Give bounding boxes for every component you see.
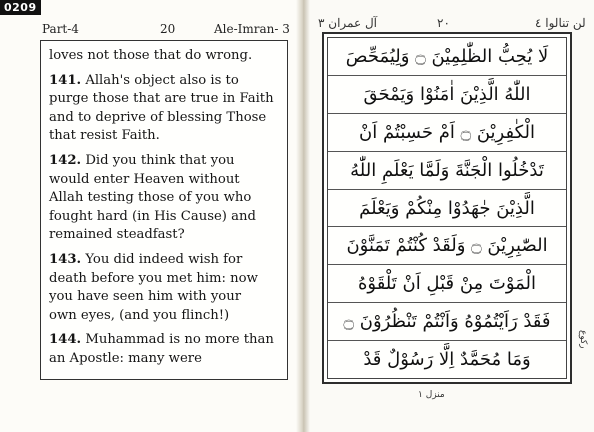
arabic-line: الَّذِيْنَ جٰهَدُوْا مِنْكُمْ وَيَعْلَمَ [328,190,566,228]
text-line-part: Did you think that you [81,152,235,168]
text-line: and to deprive of blessing Those [49,109,267,125]
arabic-lines-container [327,37,567,379]
text-line: fought hard (in His Cause) and [49,208,256,224]
left-page-number: 20 [160,22,176,36]
margin-manzil-mark: منزل ١ [418,390,445,400]
text-line: an Apostle: many were [49,350,202,366]
text-line: would enter Heaven without [49,171,240,187]
left-header-part: Part-4 [42,22,79,36]
arabic-text-frame [322,32,572,384]
arabic-line: الصّٰبِرِيْنَ ۝ وَلَقَدْ كُنْتُمْ تَمَنَّوْنَ [328,227,566,265]
text-line: that resist Faith. [49,128,160,144]
text-line: you have seen him with your [49,289,242,305]
arabic-line: الْكٰفِرِيْنَ ۝ اَمْ حَسِبْتُمْ اَنْ [328,114,566,152]
text-line [49,331,279,350]
arabic-line: تَدْخُلُوا الْجَنَّةَ وَلَمَّا يَعْلَمِ اللّٰهُ [328,152,566,190]
right-page-number: ٢٠ [437,16,450,30]
verse-number: 142. [49,152,82,168]
book-gutter [296,0,310,432]
arabic-line: فَقَدْ رَاَيْتُمُوْهُ وَاَنْتُمْ تَنْظُرُوْنَ ۝ [328,303,566,341]
verse-number: 143. [49,251,82,267]
paragraph-verse-144 [49,331,279,368]
scan-id-label: 0209 [0,0,41,15]
text-line [49,152,279,171]
paragraph-verse-142 [49,152,279,245]
text-line [49,251,279,270]
text-line: own eyes, (and you flinch!) [49,307,230,323]
paragraph-verse-143 [49,251,279,325]
verse-number: 144. [49,332,82,348]
text-line-part: Allah's object also is to [81,72,239,88]
right-header-part: آل عمران ٣ [318,16,377,30]
translation-text-box [40,40,288,380]
verse-number: 141. [49,72,82,88]
text-line: remained steadfast? [49,227,185,243]
left-header-surah: Ale-Imran- 3 [214,22,290,36]
arabic-line: اللّٰهُ الَّذِيْنَ اٰمَنُوْا وَيَمْحَقَ [328,76,566,114]
text-line: purge those that are true in Faith [49,91,274,107]
arabic-line: لَا يُحِبُّ الظّٰلِمِيْنَ ۝ وَلِيُمَحِّصَ [328,38,566,76]
paragraph-continuation [49,47,279,66]
text-line: death before you met him: now [49,270,258,286]
margin-ruku-mark: ركوع [578,330,588,349]
text-line-part: Muhammad is no more than [81,332,274,348]
paragraph-verse-141 [49,72,279,146]
arabic-line: وَمَا مُحَمَّدٌ اِلَّا رَسُوْلٌ قَدْ [363,349,531,371]
text-line: Allah testing those of you who [49,190,252,206]
text-line-part: You did indeed wish for [81,251,243,267]
text-line: loves not those that do wrong. [49,48,253,63]
arabic-line: الْمَوْتَ مِنْ قَبْلِ اَنْ تَلْقَوْهُ [328,265,566,303]
text-line [49,72,279,91]
right-header-juz: لن تنالوا ٤ [535,16,586,30]
